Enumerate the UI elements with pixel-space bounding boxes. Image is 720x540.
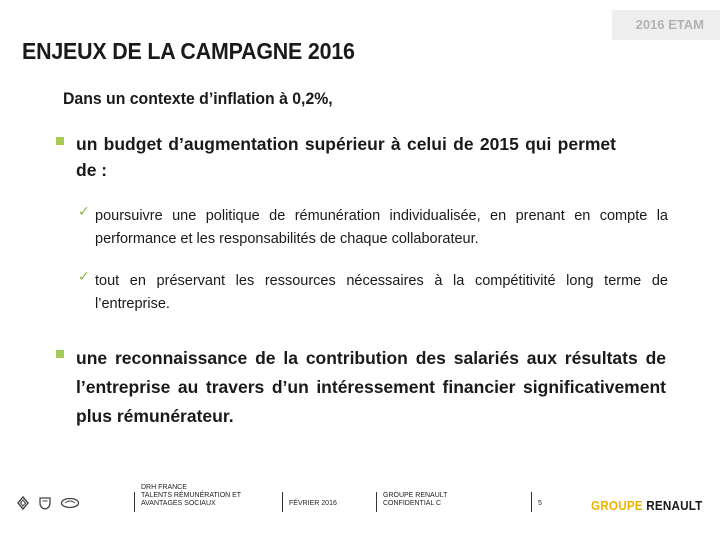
brand-logos [16, 496, 80, 510]
slide-title: ENJEUX DE LA CAMPAGNE 2016 [22, 38, 355, 64]
bullet-item [56, 344, 666, 431]
footer-divider [376, 492, 377, 512]
sub-item [78, 205, 668, 251]
sub-item-text: poursuivre une politique de rémunération individualisée, en prenant en compte la performance et les responsabilités de chaque collaborateur. [95, 208, 668, 247]
groupe-renault-logo: GROUPE RENAULT [591, 498, 703, 513]
checkmark-icon: ✓ [78, 204, 90, 220]
sub-item [78, 270, 668, 316]
footer-divider [282, 492, 283, 512]
context-text: Dans un contexte d’inflation à 0,2%, [63, 89, 333, 108]
checkmark-icon: ✓ [78, 269, 90, 285]
page-number: 5 [538, 500, 542, 507]
renault-diamond-icon [16, 496, 30, 510]
bullet-text: une reconnaissance de la contribution des salariés aux résultats de l’entreprise au travers d’un intéressement financier significativement plus rémunérateur. [76, 348, 666, 426]
samsung-motors-icon [60, 496, 80, 510]
footer [0, 478, 720, 540]
footer-date: FÉVRIER 2016 [289, 500, 337, 507]
bullet-text: un budget d’augmentation supérieur à celui de 2015 qui permet de : [76, 134, 616, 180]
tag-label: 2016 ETAM [612, 10, 720, 40]
square-bullet-icon [56, 350, 64, 358]
square-bullet-icon [56, 137, 64, 145]
footer-confidentiality: GROUPE RENAULT CONFIDENTIAL C [383, 492, 448, 507]
sub-item-text: tout en préservant les ressources nécessaires à la compétitivité long terme de l’entreprise. [95, 273, 668, 312]
footer-divider [531, 492, 532, 512]
dacia-shield-icon [38, 496, 52, 510]
footer-department: DRH FRANCE TALENTS RÉMUNÉRATION ET AVANTAGES SOCIAUX [141, 484, 242, 507]
bullet-item [56, 131, 666, 183]
footer-divider [134, 492, 135, 512]
